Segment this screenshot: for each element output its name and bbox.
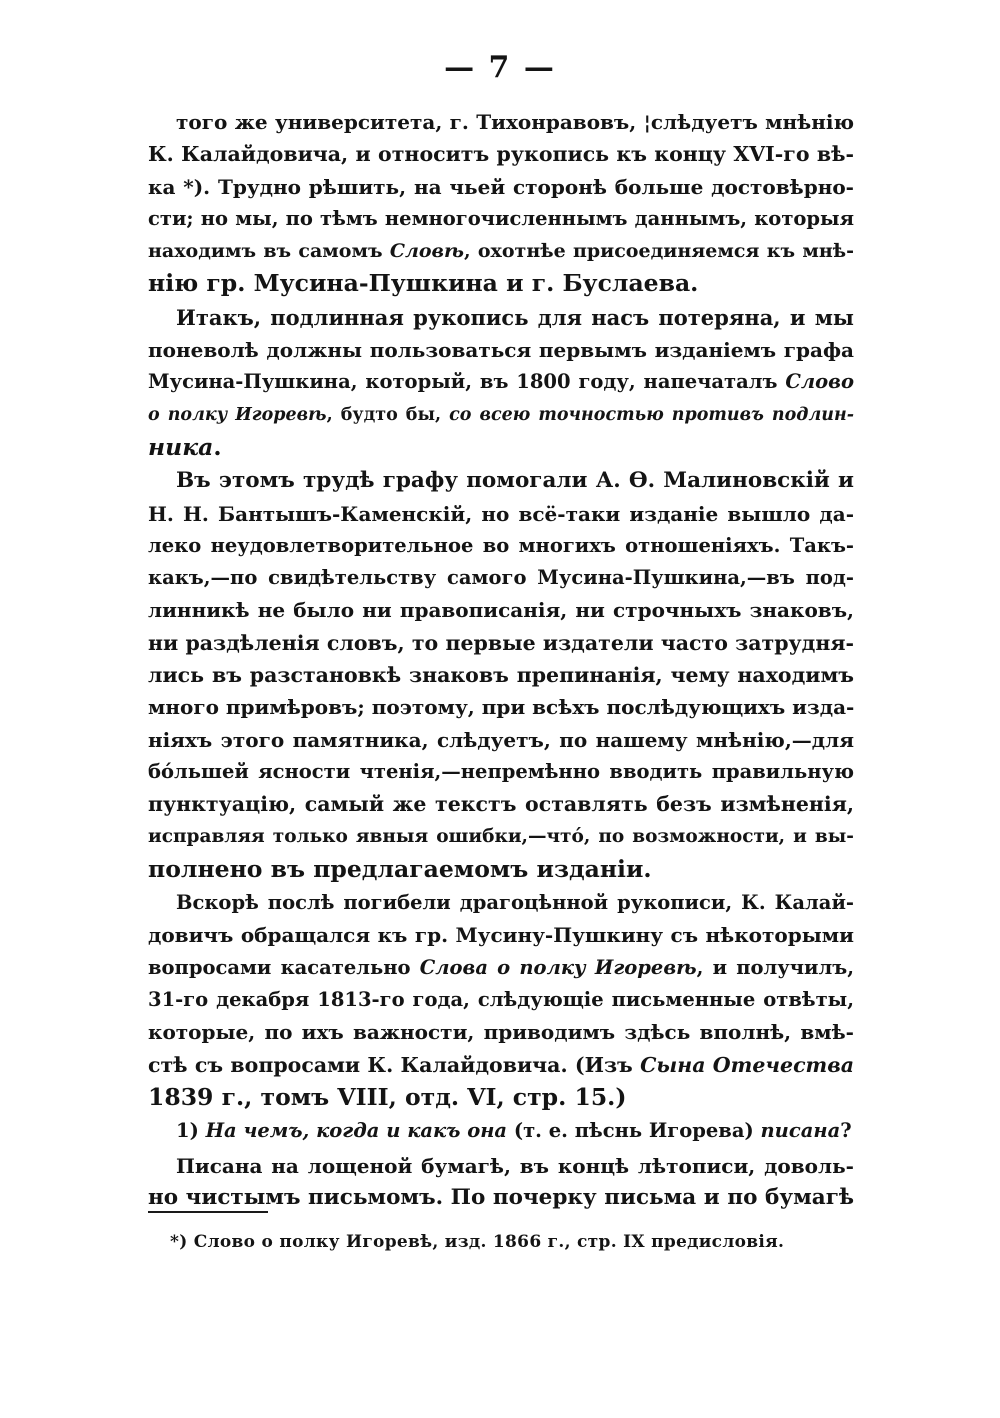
text-segment: Писана на лощеной бумагѣ, въ концѣ лѣтописи, доволь- xyxy=(176,1153,854,1178)
paragraph xyxy=(148,106,854,300)
text-segment: поневолѣ должны пользоваться первымъ изданіемъ графа xyxy=(148,338,854,363)
text-segment: довичъ обращался къ гр. Мусину-Пушкину съ нѣкоторыми xyxy=(148,923,854,948)
text-line xyxy=(148,203,854,235)
text-segment: ка *). Трудно рѣшить, на чьей сторонѣ больше достовѣрно- xyxy=(148,174,854,199)
text-segment: 1839 г., томъ VIII, отд. VI, стр. 15.) xyxy=(148,1082,627,1111)
text-line xyxy=(148,235,854,267)
text-line xyxy=(148,302,854,334)
italic-segment: о полку Игоревѣ xyxy=(148,404,327,425)
italic-segment: со всею точностью противъ подлин- xyxy=(449,404,855,425)
italic-segment: Слова о полку Игоревѣ xyxy=(419,955,697,979)
page-number: — 7 — xyxy=(444,50,556,85)
text-segment: вопросами касательно xyxy=(148,955,420,979)
text-line xyxy=(148,952,854,984)
italic-segment: На чемъ, когда и какъ она xyxy=(205,1119,508,1143)
italic-segment: писана xyxy=(760,1119,841,1143)
text-segment: но чистымъ письмомъ. По почерку письма и по бумагѣ xyxy=(148,1184,854,1210)
text-segment: К. Калайдовича, и относитъ рукопись къ концу XVI-го вѣ- xyxy=(148,142,854,167)
text-line xyxy=(148,562,854,594)
footnote-separator xyxy=(148,1211,268,1213)
text-segment: Н. Н. Бантышъ-Каменскій, но всё-таки изданіе вышло да- xyxy=(148,501,854,526)
paragraph xyxy=(148,1115,854,1147)
text-segment: . xyxy=(213,432,222,461)
text-line xyxy=(148,984,854,1016)
text-line xyxy=(148,887,854,919)
text-line xyxy=(148,1182,854,1214)
text-line xyxy=(148,106,854,138)
text-segment: полнено въ предлагаемомъ изданіи. xyxy=(148,854,652,883)
italic-segment: Сына Отечества xyxy=(640,1052,854,1077)
text-line xyxy=(148,821,854,853)
text-line xyxy=(148,659,854,691)
paragraph xyxy=(148,302,854,463)
text-line xyxy=(148,1016,854,1048)
text-segment: стѣ съ вопросами К. Калайдовича. (Изъ xyxy=(148,1052,641,1077)
text-segment: бо́льшей ясности чтенія,—непремѣнно вводить правильную xyxy=(148,759,854,783)
text-segment: пунктуацію, самый же текстъ оставлять безъ измѣненія, xyxy=(148,792,854,817)
text-line xyxy=(148,465,854,497)
text-segment: нію гр. Мусина-Пушкина и г. Буслаева. xyxy=(148,269,699,298)
text-segment: которые, по ихъ важности, приводимъ здѣсь вполнѣ, вмѣ- xyxy=(148,1020,854,1045)
text-segment: ? xyxy=(840,1119,852,1143)
text-segment: , охотнѣе присоединяемся къ мнѣ- xyxy=(463,240,854,263)
text-line xyxy=(148,138,854,170)
text-segment: 1) xyxy=(176,1119,206,1143)
text-line xyxy=(148,399,854,431)
text-segment: (т. е. пѣснь Игорева) xyxy=(507,1119,761,1143)
text-segment: исправляя только явныя ошибки,—что́, по возможности, и вы- xyxy=(148,825,854,847)
italic-segment: ника xyxy=(148,432,214,461)
text-line xyxy=(148,594,854,626)
text-segment: сти; но мы, по тѣмъ немногочисленнымъ даннымъ, которыя xyxy=(148,206,854,230)
text-line xyxy=(148,171,854,203)
text-segment: ніяхъ этого памятника, слѣдуетъ, по нашему мнѣнію,—для xyxy=(148,727,854,752)
text-line xyxy=(148,334,854,366)
italic-segment: Слово xyxy=(785,370,854,394)
text-line xyxy=(148,267,854,299)
text-line xyxy=(148,788,854,820)
text-segment: какъ,—по свидѣтельству самого Мусина-Пушкина,—въ под- xyxy=(148,566,854,590)
text-line xyxy=(148,853,854,885)
text-segment: 31-го декабря 1813-го года, слѣдующіе письменные отвѣты, xyxy=(148,988,854,1012)
paragraph xyxy=(148,465,854,885)
text-segment: находимъ въ самомъ xyxy=(148,240,390,263)
text-line xyxy=(148,691,854,723)
text-segment: Въ этомъ трудѣ графу помогали А. Ѳ. Малиновскій и xyxy=(176,468,854,494)
text-segment: много примѣровъ; поэтому, при всѣхъ послѣдующихъ изда- xyxy=(148,695,855,720)
paragraph xyxy=(148,1150,854,1215)
text-line xyxy=(148,366,854,398)
text-segment: Итакъ, подлинная рукопись для насъ потеряна, и мы xyxy=(176,304,854,330)
text-segment: Мусина-Пушкина, который, въ 1800 году, напечаталъ xyxy=(148,370,786,394)
text-segment: линникѣ не было ни правописанія, ни строчныхъ знаковъ, xyxy=(148,598,854,623)
body-text xyxy=(148,106,854,1214)
text-segment: Вскорѣ послѣ погибели драгоцѣнной рукописи, К. Калай- xyxy=(176,891,854,915)
text-line xyxy=(148,530,854,562)
text-segment: леко неудовлетворительное во многихъ отношеніяхъ. Такъ- xyxy=(148,533,854,557)
text-line xyxy=(148,919,854,951)
italic-segment: Словѣ xyxy=(389,240,464,263)
text-segment: того же университета, г. Тихонравовъ, ¦слѣдуетъ мнѣнію xyxy=(176,110,854,134)
footnote: *) Слово о полку Игоревѣ, изд. 1866 г., стр. IX предисловія. xyxy=(170,1232,785,1252)
text-line xyxy=(148,1049,854,1081)
text-line xyxy=(148,756,854,788)
text-line xyxy=(148,498,854,530)
paragraph xyxy=(148,887,854,1113)
text-line xyxy=(148,431,854,463)
text-segment: ни раздѣленія словъ, то первые издатели часто затрудня- xyxy=(148,630,854,655)
text-segment: лись въ разстановкѣ знаковъ препинанія, чему находимъ xyxy=(148,663,854,688)
text-segment: , будто бы, xyxy=(326,404,450,425)
text-line xyxy=(148,627,854,659)
text-line xyxy=(148,724,854,756)
text-line xyxy=(148,1081,854,1113)
text-segment: , и получилъ, xyxy=(696,955,855,979)
text-line xyxy=(148,1115,854,1147)
text-line xyxy=(148,1150,854,1182)
